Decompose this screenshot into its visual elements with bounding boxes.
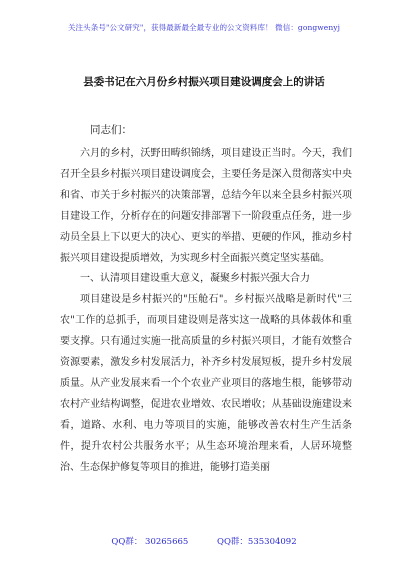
paragraph-section-1: 项目建设是乡村振兴的"压舱石"。乡村振兴战略是新时代"三农"工作的总抓手，而项目建设则是落实这一战略的具体载体和重要支撑。只有通过实施一批高质量的乡村振兴项目，才能有效整合资源要素，激发乡村发展活力，补齐乡村发展短板，提升乡村发展质量。从产业发展来看一个个农业产业项目的落地生根，能够带动农村产业结构调整，促进农业增效、农民增收；从基础设施建设来看，道路、水利、电力等项目的实施，能够改善农村生产生活条件，提升农村公共服务水平；从生态环境治理来看，人居环境整治、生态保护修复等项目的推进，能够打造美丽 [60, 294, 352, 473]
section-heading: 一、认清项目建设重大意义，凝聚乡村振兴强大合力 [80, 273, 310, 285]
paragraph-intro: 六月的乡村，沃野田畴织锦绣，项目建设正当时。今天，我们召开全县乡村振兴项目建设调度会，主要任务是深入贯彻落实中央和省、市关于乡村振兴的决策部署，总结今年以来全县乡村振兴项目建设工作，分析存在的问题安排部署下一阶段重点任务，进一步动员全县上下以更大的决心、更实的举措、更硬的作风，推动乡村振兴项目建设提质增效，为实现乡村全面振兴奠定坚实基础。 [60, 148, 352, 264]
footer-contact [0, 535, 408, 547]
salutation: 同志们： [90, 124, 132, 136]
document-body [60, 144, 352, 479]
footer-qq-group-2: QQ群：535304092 [217, 537, 297, 547]
document-title: 县委书记在六月份乡村振兴项目建设调度会上的讲话 [83, 76, 325, 88]
promo-banner: 关注头条号"公文研究"，获得最新最全最专业的公文资料库！ 微信：gongwenyj [67, 23, 341, 32]
footer-qq-group-1: QQ群： 30265665 [111, 537, 189, 547]
